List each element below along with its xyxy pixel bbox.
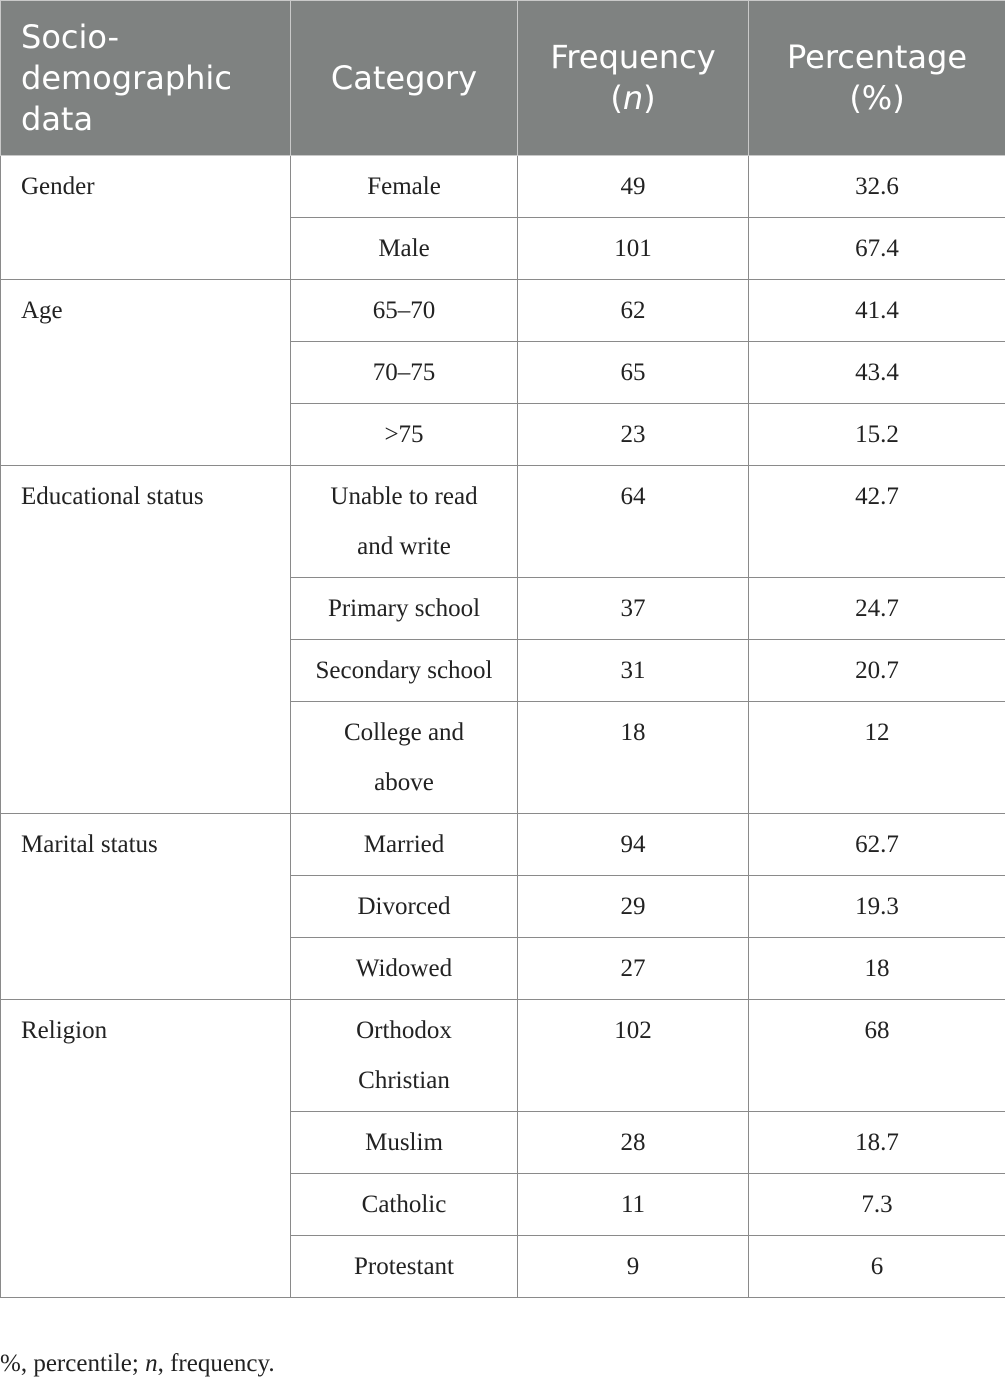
header-frequency-symbol: n (622, 79, 644, 117)
frequency-cell: 49 (518, 156, 749, 218)
category-cell: Married (291, 814, 518, 876)
frequency-cell: 64 (518, 466, 749, 578)
frequency-cell: 62 (518, 280, 749, 342)
table-row (1, 814, 1005, 876)
frequency-cell: 28 (518, 1112, 749, 1174)
header-frequency-open: ( (610, 79, 623, 117)
header-percentage (749, 1, 1005, 156)
header-frequency-label: Frequency (550, 38, 716, 76)
table-row (1, 466, 1005, 578)
category-cell: 70–75 (291, 342, 518, 404)
header-sociodemographic: Socio- demographic data (1, 1, 291, 156)
group-label: Marital status (1, 814, 291, 1000)
percentage-cell: 24.7 (749, 578, 1005, 640)
frequency-cell: 18 (518, 702, 749, 814)
percentage-cell: 67.4 (749, 218, 1005, 280)
category-cell: Catholic (291, 1174, 518, 1236)
percentage-cell: 18.7 (749, 1112, 1005, 1174)
percentage-cell: 42.7 (749, 466, 1005, 578)
header-frequency (518, 1, 749, 156)
frequency-cell: 65 (518, 342, 749, 404)
category-cell: Muslim (291, 1112, 518, 1174)
table-row (1, 1000, 1005, 1112)
percentage-cell: 15.2 (749, 404, 1005, 466)
category-cell: Male (291, 218, 518, 280)
category-cell: Female (291, 156, 518, 218)
percentage-cell: 41.4 (749, 280, 1005, 342)
group-label: Religion (1, 1000, 291, 1298)
category-cell: College and above (291, 702, 518, 814)
category-cell: Divorced (291, 876, 518, 938)
category-cell: Primary school (291, 578, 518, 640)
percentage-cell: 62.7 (749, 814, 1005, 876)
percentage-cell: 68 (749, 1000, 1005, 1112)
percentage-cell: 32.6 (749, 156, 1005, 218)
percentage-cell: 20.7 (749, 640, 1005, 702)
header-percentage-unit: (%) (849, 79, 905, 117)
percentage-cell: 18 (749, 938, 1005, 1000)
header-frequency-close: ) (643, 79, 656, 117)
category-cell: 65–70 (291, 280, 518, 342)
category-cell: Unable to read and write (291, 466, 518, 578)
footnote-italic: n (145, 1350, 158, 1377)
frequency-cell: 23 (518, 404, 749, 466)
frequency-cell: 31 (518, 640, 749, 702)
category-cell: Orthodox Christian (291, 1000, 518, 1112)
group-label: Gender (1, 156, 291, 280)
header-percentage-label: Percentage (786, 38, 967, 76)
table-body (1, 156, 1005, 1298)
table-row (1, 280, 1005, 342)
frequency-cell: 27 (518, 938, 749, 1000)
percentage-cell: 12 (749, 702, 1005, 814)
table-footnote (0, 1350, 275, 1378)
frequency-cell: 94 (518, 814, 749, 876)
category-cell: Secondary school (291, 640, 518, 702)
category-cell: Widowed (291, 938, 518, 1000)
header-row (1, 1, 1005, 156)
percentage-cell: 43.4 (749, 342, 1005, 404)
group-label: Educational status (1, 466, 291, 814)
footnote-text-2: , frequency. (157, 1350, 275, 1377)
percentage-cell: 7.3 (749, 1174, 1005, 1236)
group-label: Age (1, 280, 291, 466)
footnote-text-1: %, percentile; (0, 1350, 146, 1377)
frequency-cell: 9 (518, 1236, 749, 1298)
table-row (1, 156, 1005, 218)
frequency-cell: 11 (518, 1174, 749, 1236)
category-cell: >75 (291, 404, 518, 466)
frequency-cell: 37 (518, 578, 749, 640)
frequency-cell: 29 (518, 876, 749, 938)
frequency-cell: 102 (518, 1000, 749, 1112)
percentage-cell: 19.3 (749, 876, 1005, 938)
category-cell: Protestant (291, 1236, 518, 1298)
header-category: Category (291, 1, 518, 156)
frequency-cell: 101 (518, 218, 749, 280)
percentage-cell: 6 (749, 1236, 1005, 1298)
